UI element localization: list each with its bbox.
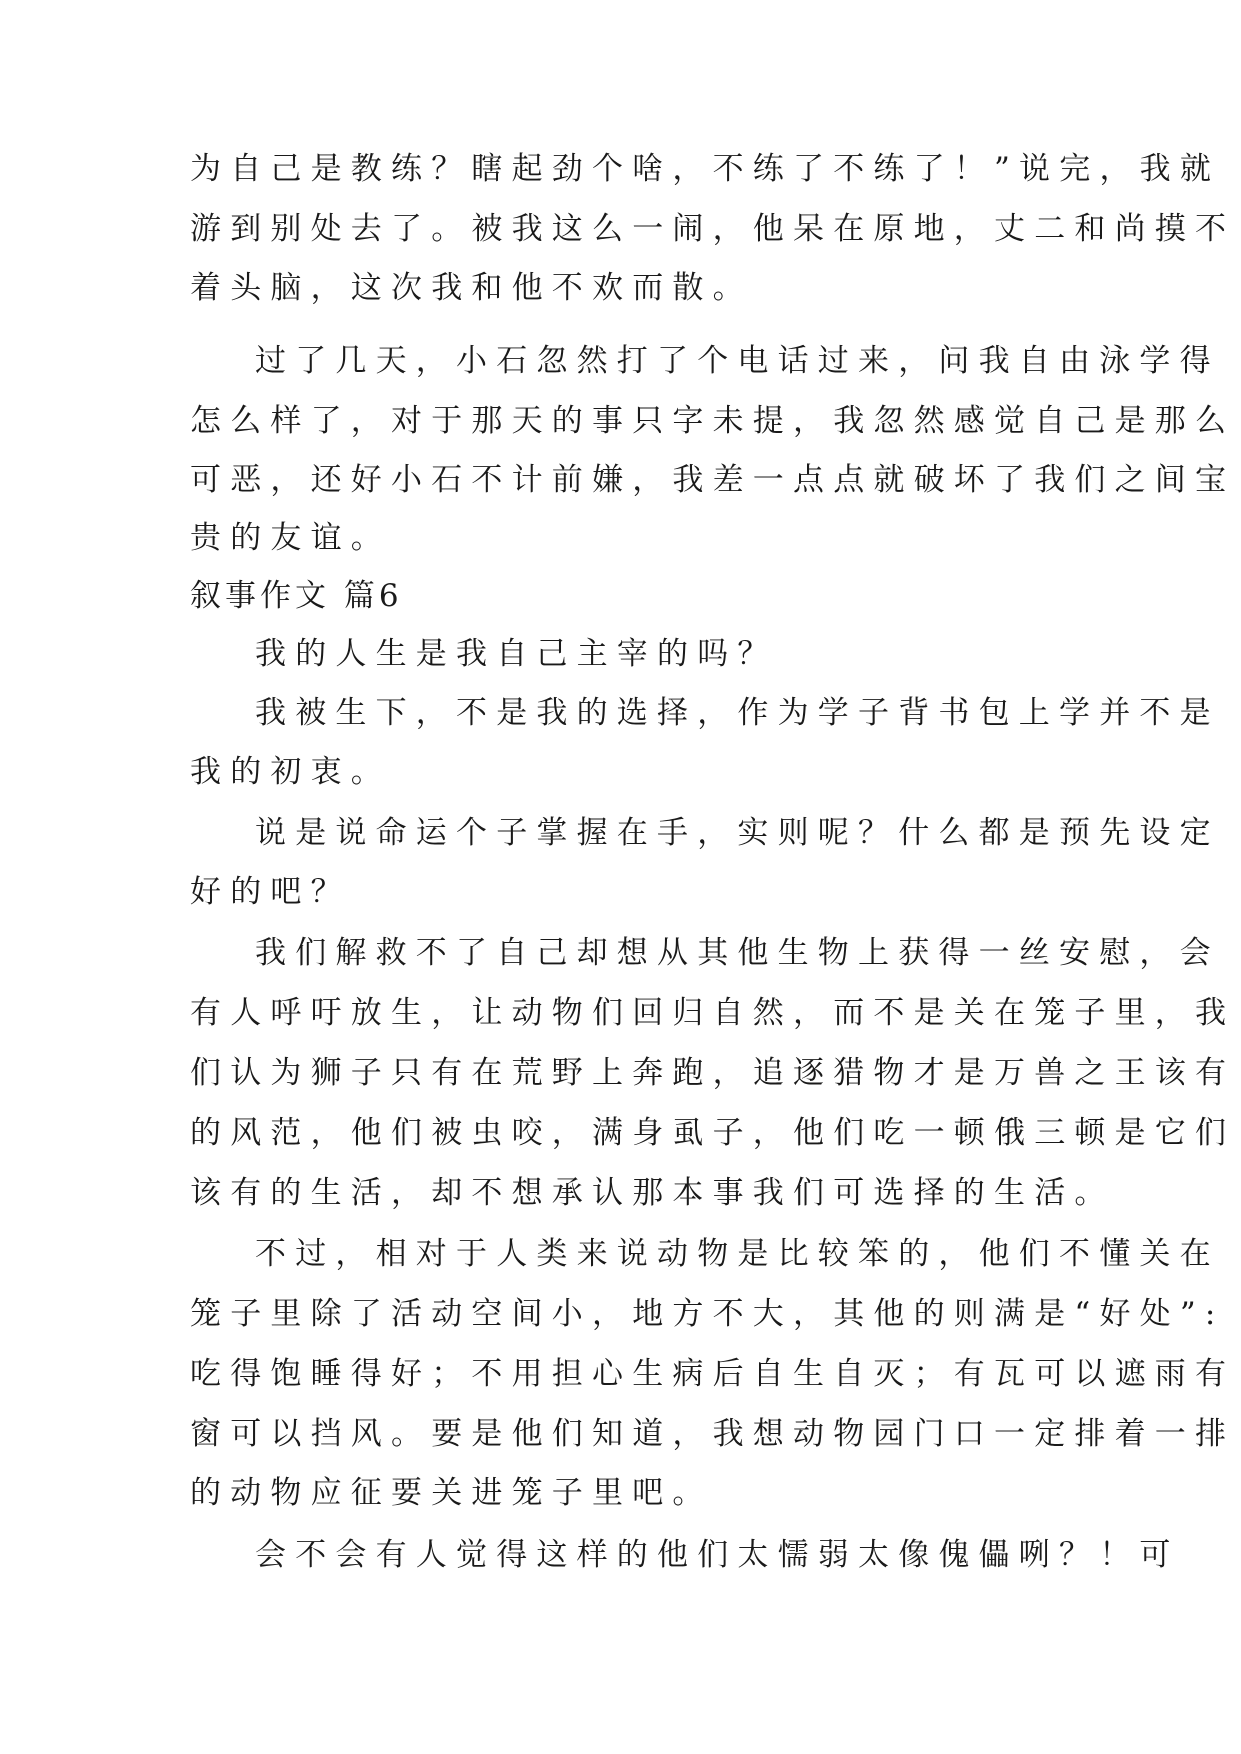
text-line: 的风范，他们被虫咬，满身虱子，他们吃一顿俄三顿是它们 — [190, 1115, 1236, 1151]
text-line: 我的人生是我自己主宰的吗？ — [255, 636, 778, 672]
text-line: 游到别处去了。被我这么一闹，他呆在原地，丈二和尚摸不 — [190, 211, 1236, 247]
text-line: 会不会有人觉得这样的他们太懦弱太像傀儡咧？！可 — [255, 1537, 1180, 1573]
text-line: 我的初衷。 — [190, 754, 391, 790]
text-line: 过了几天，小石忽然打了个电话过来，问我自由泳学得 — [255, 343, 1220, 379]
text-line: 们认为狮子只有在荒野上奔跑，追逐猎物才是万兽之王该有 — [190, 1055, 1236, 1091]
text-line: 贵的友谊。 — [190, 520, 391, 556]
text-line: 笼子里除了活动空间小，地方不大，其他的则满是“好处”: — [190, 1296, 1225, 1332]
text-line: 可恶，还好小石不计前嫌，我差一点点就破坏了我们之间宝 — [190, 462, 1236, 498]
text-line: 怎么样了，对于那天的事只字未提，我忽然感觉自己是那么 — [190, 403, 1236, 439]
text-line: 我们解救不了自己却想从其他生物上获得一丝安慰，会 — [255, 935, 1220, 971]
text-line: 着头脑，这次我和他不欢而散。 — [190, 270, 753, 306]
section-heading: 叙事作文 篇6 — [190, 578, 403, 614]
text-line: 我被生下，不是我的选择，作为学子背书包上学并不是 — [255, 695, 1220, 731]
text-line: 说是说命运个子掌握在手，实则呢？什么都是预先设定 — [255, 815, 1220, 851]
text-line: 窗可以挡风。要是他们知道，我想动物园门口一定排着一排 — [190, 1416, 1236, 1452]
text-line: 为自己是教练？瞎起劲个啥，不练了不练了！”说完，我就 — [190, 151, 1221, 187]
text-line: 不过，相对于人类来说动物是比较笨的，他们不懂关在 — [255, 1236, 1220, 1272]
text-line: 吃得饱睡得好；不用担心生病后自生自灭；有瓦可以遮雨有 — [190, 1356, 1236, 1392]
text-line: 的动物应征要关进笼子里吧。 — [190, 1475, 713, 1511]
text-line: 该有的生活，却不想承认那本事我们可选择的生活。 — [190, 1175, 1115, 1211]
text-line: 好的吧？ — [190, 874, 351, 910]
text-line: 有人呼吁放生，让动物们回归自然，而不是关在笼子里，我 — [190, 995, 1236, 1031]
